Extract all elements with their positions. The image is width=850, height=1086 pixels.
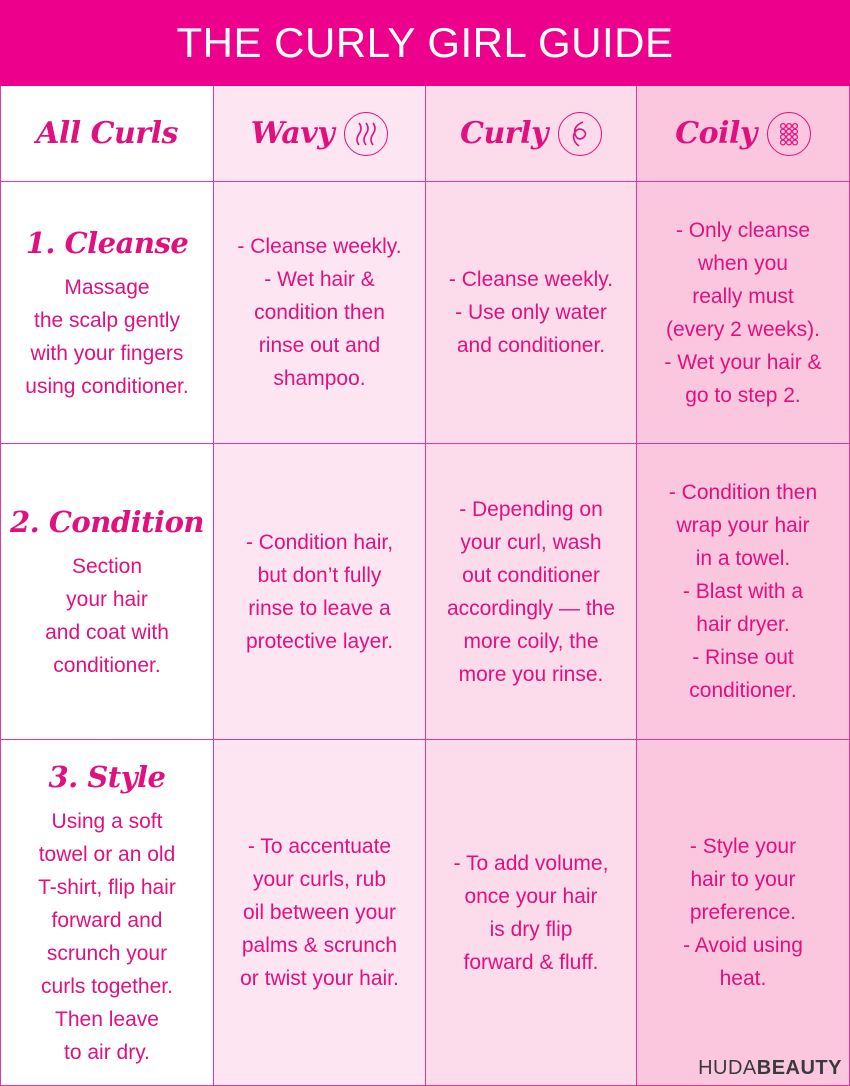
text-line: - Rinse out — [692, 646, 794, 669]
condition-curly-cell — [426, 444, 637, 740]
cell-text — [240, 830, 399, 995]
wavy-hair-icon — [344, 112, 388, 156]
text-line: (every 2 weeks). — [665, 317, 821, 341]
text-line: hair dryer. — [696, 613, 790, 636]
text-line: with your fingers — [30, 341, 184, 365]
cell-text — [447, 493, 615, 691]
text-line: - Use only water — [455, 301, 607, 324]
header-label: Coily — [675, 116, 757, 151]
text-line: rinse to leave a — [248, 596, 391, 620]
text-line: hair to your — [690, 868, 796, 891]
text-line: - Avoid using — [683, 934, 803, 957]
header-all-curls — [0, 86, 214, 182]
style-curly-cell — [426, 740, 637, 1086]
watermark-part2: BEAUTY — [756, 1057, 842, 1079]
text-line: Massage — [64, 275, 150, 299]
cell-text — [237, 230, 401, 395]
text-line: curls together. — [41, 974, 173, 998]
text-line: more you rinse. — [458, 662, 604, 686]
cell-text — [246, 526, 393, 658]
text-line: - Cleanse weekly. — [448, 268, 614, 291]
text-line: heat. — [719, 967, 767, 990]
style-coily-cell — [637, 740, 850, 1086]
header-coily — [637, 86, 850, 182]
text-line: - To add volume, — [453, 851, 609, 875]
step-title: 3. Style — [48, 759, 166, 794]
text-line: - Depending on — [459, 497, 603, 521]
text-line: towel or an old — [38, 842, 176, 866]
text-line: forward & fluff. — [463, 950, 599, 974]
coily-hair-icon — [767, 112, 811, 156]
text-line: Then leave — [55, 1007, 159, 1031]
text-line: - Only cleanse — [675, 218, 811, 242]
text-line: accordingly — the — [446, 596, 616, 620]
text-line: - Condition then — [668, 481, 818, 504]
text-line: is dry flip — [489, 917, 573, 941]
text-line: your curls, rub — [252, 868, 387, 891]
text-line: in a towel. — [695, 547, 791, 570]
step-title: 2. Condition — [9, 504, 204, 539]
condition-all-curls-cell — [0, 444, 214, 740]
text-line: oil between your — [243, 901, 396, 924]
text-line: to air dry. — [64, 1040, 150, 1064]
style-wavy-cell — [214, 740, 426, 1086]
curly-hair-icon — [558, 112, 602, 156]
cleanse-all-curls-cell — [0, 182, 214, 444]
cell-text — [669, 476, 817, 707]
text-line: - Condition hair, — [245, 530, 394, 554]
text-line: preference. — [689, 901, 797, 924]
step-text — [25, 271, 188, 403]
text-line: Section — [71, 554, 143, 578]
text-line: palms & scrunch — [241, 934, 398, 957]
text-line: - Style your — [689, 835, 797, 858]
text-line: - Wet your hair & — [664, 350, 822, 374]
text-line: T-shirt, flip hair — [38, 875, 176, 899]
text-line: - Wet hair & — [264, 268, 375, 291]
text-line: more coily, the — [463, 629, 599, 653]
text-line: go to step 2. — [685, 383, 801, 407]
title-banner — [0, 0, 850, 86]
text-line: the scalp gently — [34, 308, 180, 332]
text-line: - Blast with a — [682, 580, 804, 603]
text-line: when you — [698, 251, 788, 275]
step-title: 1. Cleanse — [25, 225, 189, 260]
text-line: condition then — [254, 301, 385, 324]
cleanse-wavy-cell — [214, 182, 426, 444]
header-label: Curly — [460, 116, 548, 151]
text-line: really must — [692, 284, 794, 308]
step-text — [38, 805, 176, 1069]
text-line: your hair — [66, 587, 148, 611]
cell-text — [664, 214, 821, 412]
text-line: and conditioner. — [456, 334, 606, 357]
header-wavy — [214, 86, 426, 182]
watermark-part1: HUDA — [698, 1057, 757, 1079]
text-line: using conditioner. — [25, 374, 189, 398]
cleanse-curly-cell — [426, 182, 637, 444]
cell-text — [449, 263, 613, 362]
text-line: forward and — [51, 908, 163, 932]
text-line: your curl, wash — [460, 530, 602, 554]
cell-text — [683, 830, 803, 995]
text-line: protective layer. — [245, 629, 394, 653]
text-line: rinse out and — [258, 334, 381, 357]
text-line: Using a soft — [51, 809, 163, 833]
text-line: - To accentuate — [247, 835, 392, 858]
text-line: but don’t fully — [257, 563, 382, 587]
text-line: out conditioner — [462, 563, 600, 587]
text-line: - Cleanse weekly. — [237, 235, 402, 258]
header-label: All Curls — [36, 116, 178, 151]
condition-wavy-cell — [214, 444, 426, 740]
text-line: shampoo. — [273, 367, 366, 390]
header-label: Wavy — [250, 116, 335, 151]
text-line: conditioner. — [53, 653, 161, 677]
step-text — [45, 550, 169, 682]
text-line: and coat with — [45, 620, 169, 644]
cleanse-coily-cell — [637, 182, 850, 444]
guide-table — [0, 86, 850, 1086]
text-line: or twist your hair. — [240, 967, 399, 990]
text-line: once your hair — [464, 884, 598, 908]
cell-text — [454, 847, 609, 979]
text-line: scrunch your — [46, 941, 168, 965]
text-line: conditioner. — [689, 679, 797, 702]
text-line: wrap your hair — [676, 514, 810, 537]
header-curly — [426, 86, 637, 182]
style-all-curls-cell — [0, 740, 214, 1086]
condition-coily-cell — [637, 444, 850, 740]
brand-watermark — [698, 1057, 842, 1080]
page-title: THE CURLY GIRL GUIDE — [176, 19, 674, 66]
